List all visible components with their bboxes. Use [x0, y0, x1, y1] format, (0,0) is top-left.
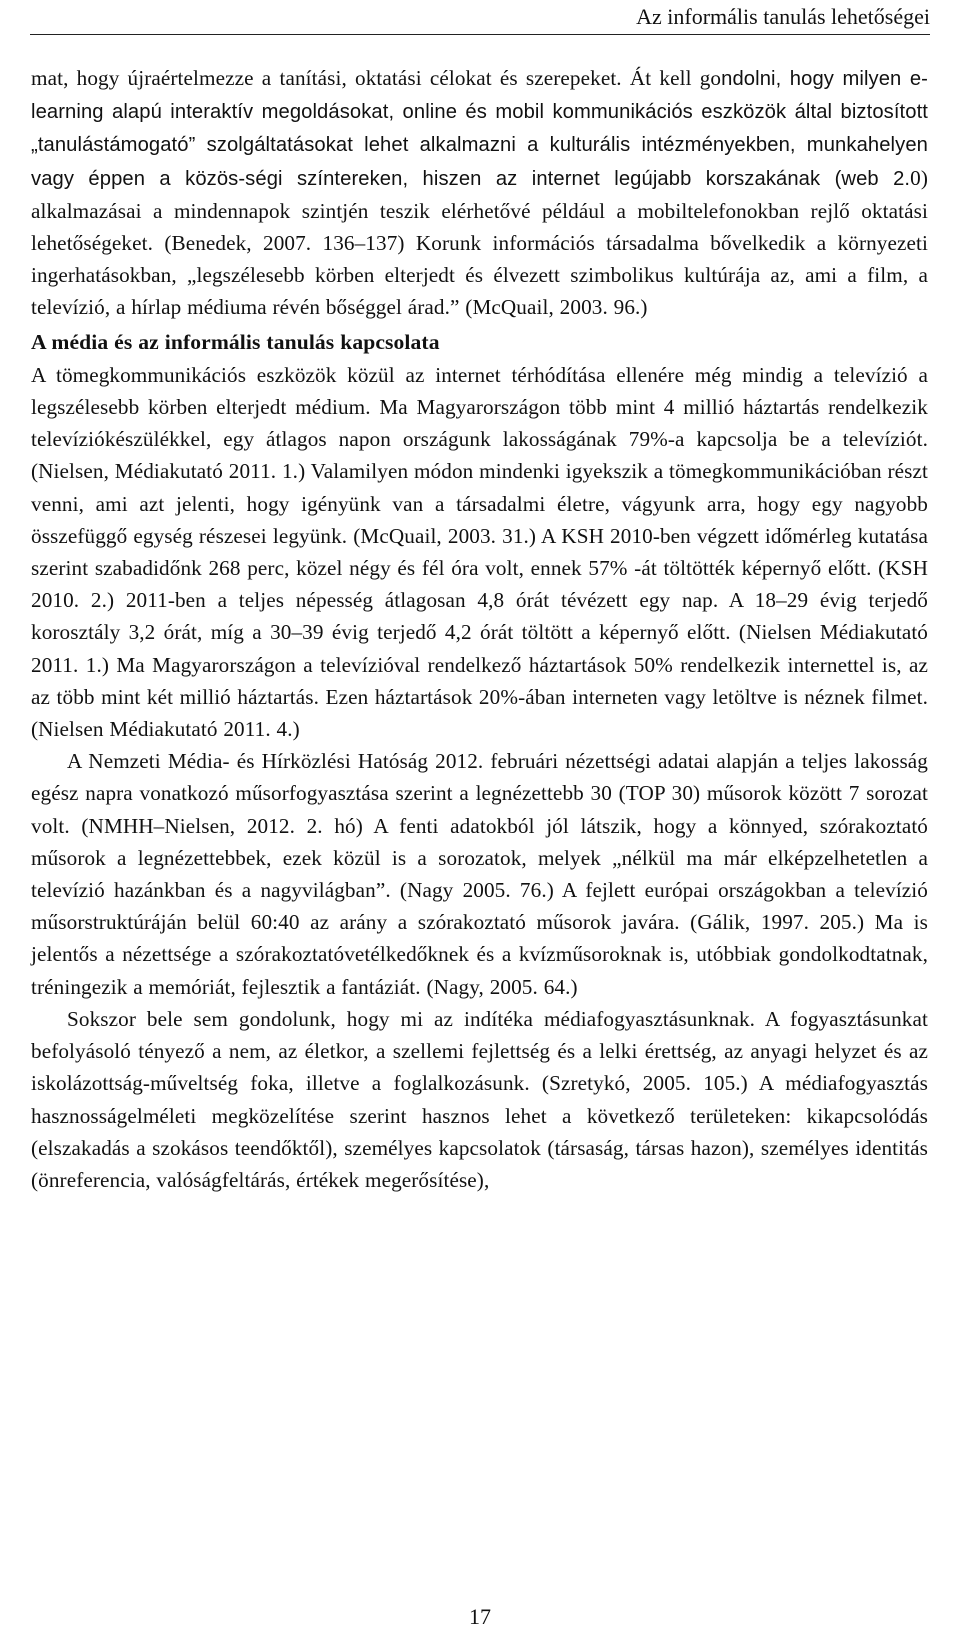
- running-header: Az informális tanulás lehetőségei: [636, 4, 930, 29]
- paragraph-1-part-c: 0) alkalmazásai a mindennapok szintjén teszik elérhetővé például a mobiltelefonokban rejlő oktatási lehetőségeket. (Benedek, 2007. 136–137) Korunk információs társadalma bővelkedik a környezeti ingerhatásokban, „legszélesebb körben elterjedt és élvezett szimbolikus kultúrája az, ami a film, a televízió, a hírlap médiuma révén bőséggel árad.” (McQuail, 2003. 96.): [31, 165, 928, 320]
- header-divider: [30, 34, 930, 35]
- paragraph-1-part-b: ndolni, hogy milyen e-learning alapú interaktív megoldásokat, online és mobil kommunikációs eszközök által biztosított „tanulástámogató” szolgáltatásokat lehet alkalmazni a kulturális intézményekben, munkahelyen vagy éppen a közös-ségi színtereken, hiszen az internet legújabb korszakának (web 2.: [31, 68, 929, 190]
- page-number: 17: [469, 1604, 491, 1629]
- body-text: [31, 62, 928, 1196]
- section-heading: A média és az informális tanulás kapcsolata: [31, 329, 440, 354]
- paragraph-2: A tömegkommunikációs eszközök közül az internet térhódítása ellenére még mindig a televízió a legszélesebb körben elterjedt médium. Ma Magyarországon több mint 4 millió háztartás rendelkezik televíziókészülékkel, egy átlagos napon országunk lakosságának 79%-a kapcsolja be a televíziót. (Nielsen, Médiakutató 2011. 1.) Valamilyen módon mindenki igyekszik a tömegkommunikációban részt venni, ami azt jelenti, hogy igényünk van a társadalmi életre, vágyunk arra, hogy egy nagyobb összefüggő egység részesei legyünk. (McQuail, 2003. 31.) A KSH 2010-ben végzett időmérleg kutatása szerint szabadidőnk 268 perc, közel négy és fél óra volt, ennek 57% -át töltötték képernyő előtt. (KSH 2010. 2.) 2011-ben a teljes népesség átlagosan 4,8 órát tévézett egy nap. A 18–29 évig terjedő korosztály 3,2 órát, míg a 30–39 évig terjedő 4,2 órát töltött a képernyő előtt. (Nielsen Médiakutató 2011. 1.) Ma Magyarországon a televízióval rendelkező háztartások 50% rendelkezik internettel is, az az több mint két millió háztartás. Ezen háztartások 20%-ában interneten vagy letöltve is néznek filmet. (Nielsen Médiakutató 2011. 4.): [31, 362, 928, 742]
- paragraph-1: [31, 62, 928, 324]
- paragraph-4: Sokszor bele sem gondolunk, hogy mi az indítéka médiafogyasztásunknak. A fogyasztásunkat befolyásoló tényező a nem, az életkor, a szellemi fejlettség és a lelki érettség, az anyagi helyzet és az iskolázottság-műveltség foka, illetve a foglalkozásunk. (Szretykó, 2005. 105.) A médiafogyasztás hasznosságelméleti megközelítése szerint hasznos lehet a következő területeken: kikapcsolódás (elszakadás a szokásos teendőktől), személyes kapcsolatok (társaság, társas hazon), személyes identitás (önreferencia, valóságfeltárás, értékek megerősítése),: [31, 1006, 928, 1192]
- paragraph-1-part-a: mat, hogy újraértelmezze a tanítási, oktatási célokat és szerepeket. Át kell go: [31, 66, 722, 90]
- paragraph-3: A Nemzeti Média- és Hírközlési Hatóság 2012. februári nézettségi adatai alapján a teljes lakosság egész napra vonatkozó műsorfogyasztása szerint a legnézettebb 30 (TOP 30) műsorok között 7 sorozat volt. (NMHH–Nielsen, 2012. 2. hó) A fenti adatokból jól látszik, hogy a könnyed, szórakoztató műsorok a legnézettebbek, ezek közül is a sorozatok, melyek „nélkül ma már elképzelhetetlen a televízió hazánkban és a nagyvilágban”. (Nagy 2005. 76.) A fejlett európai országokban a televízió műsorstruktúráján belül 60:40 az arány a szórakoztató műsorok javára. (Gálik, 1997. 205.) Ma is jelentős a nézettsége a szórakoztatóvetélkedőknek és a kvízműsoroknak is, utóbbiak gondolkodtatnak, tréningezik a memóriát, fejlesztik a fantáziát. (Nagy, 2005. 64.): [31, 749, 928, 999]
